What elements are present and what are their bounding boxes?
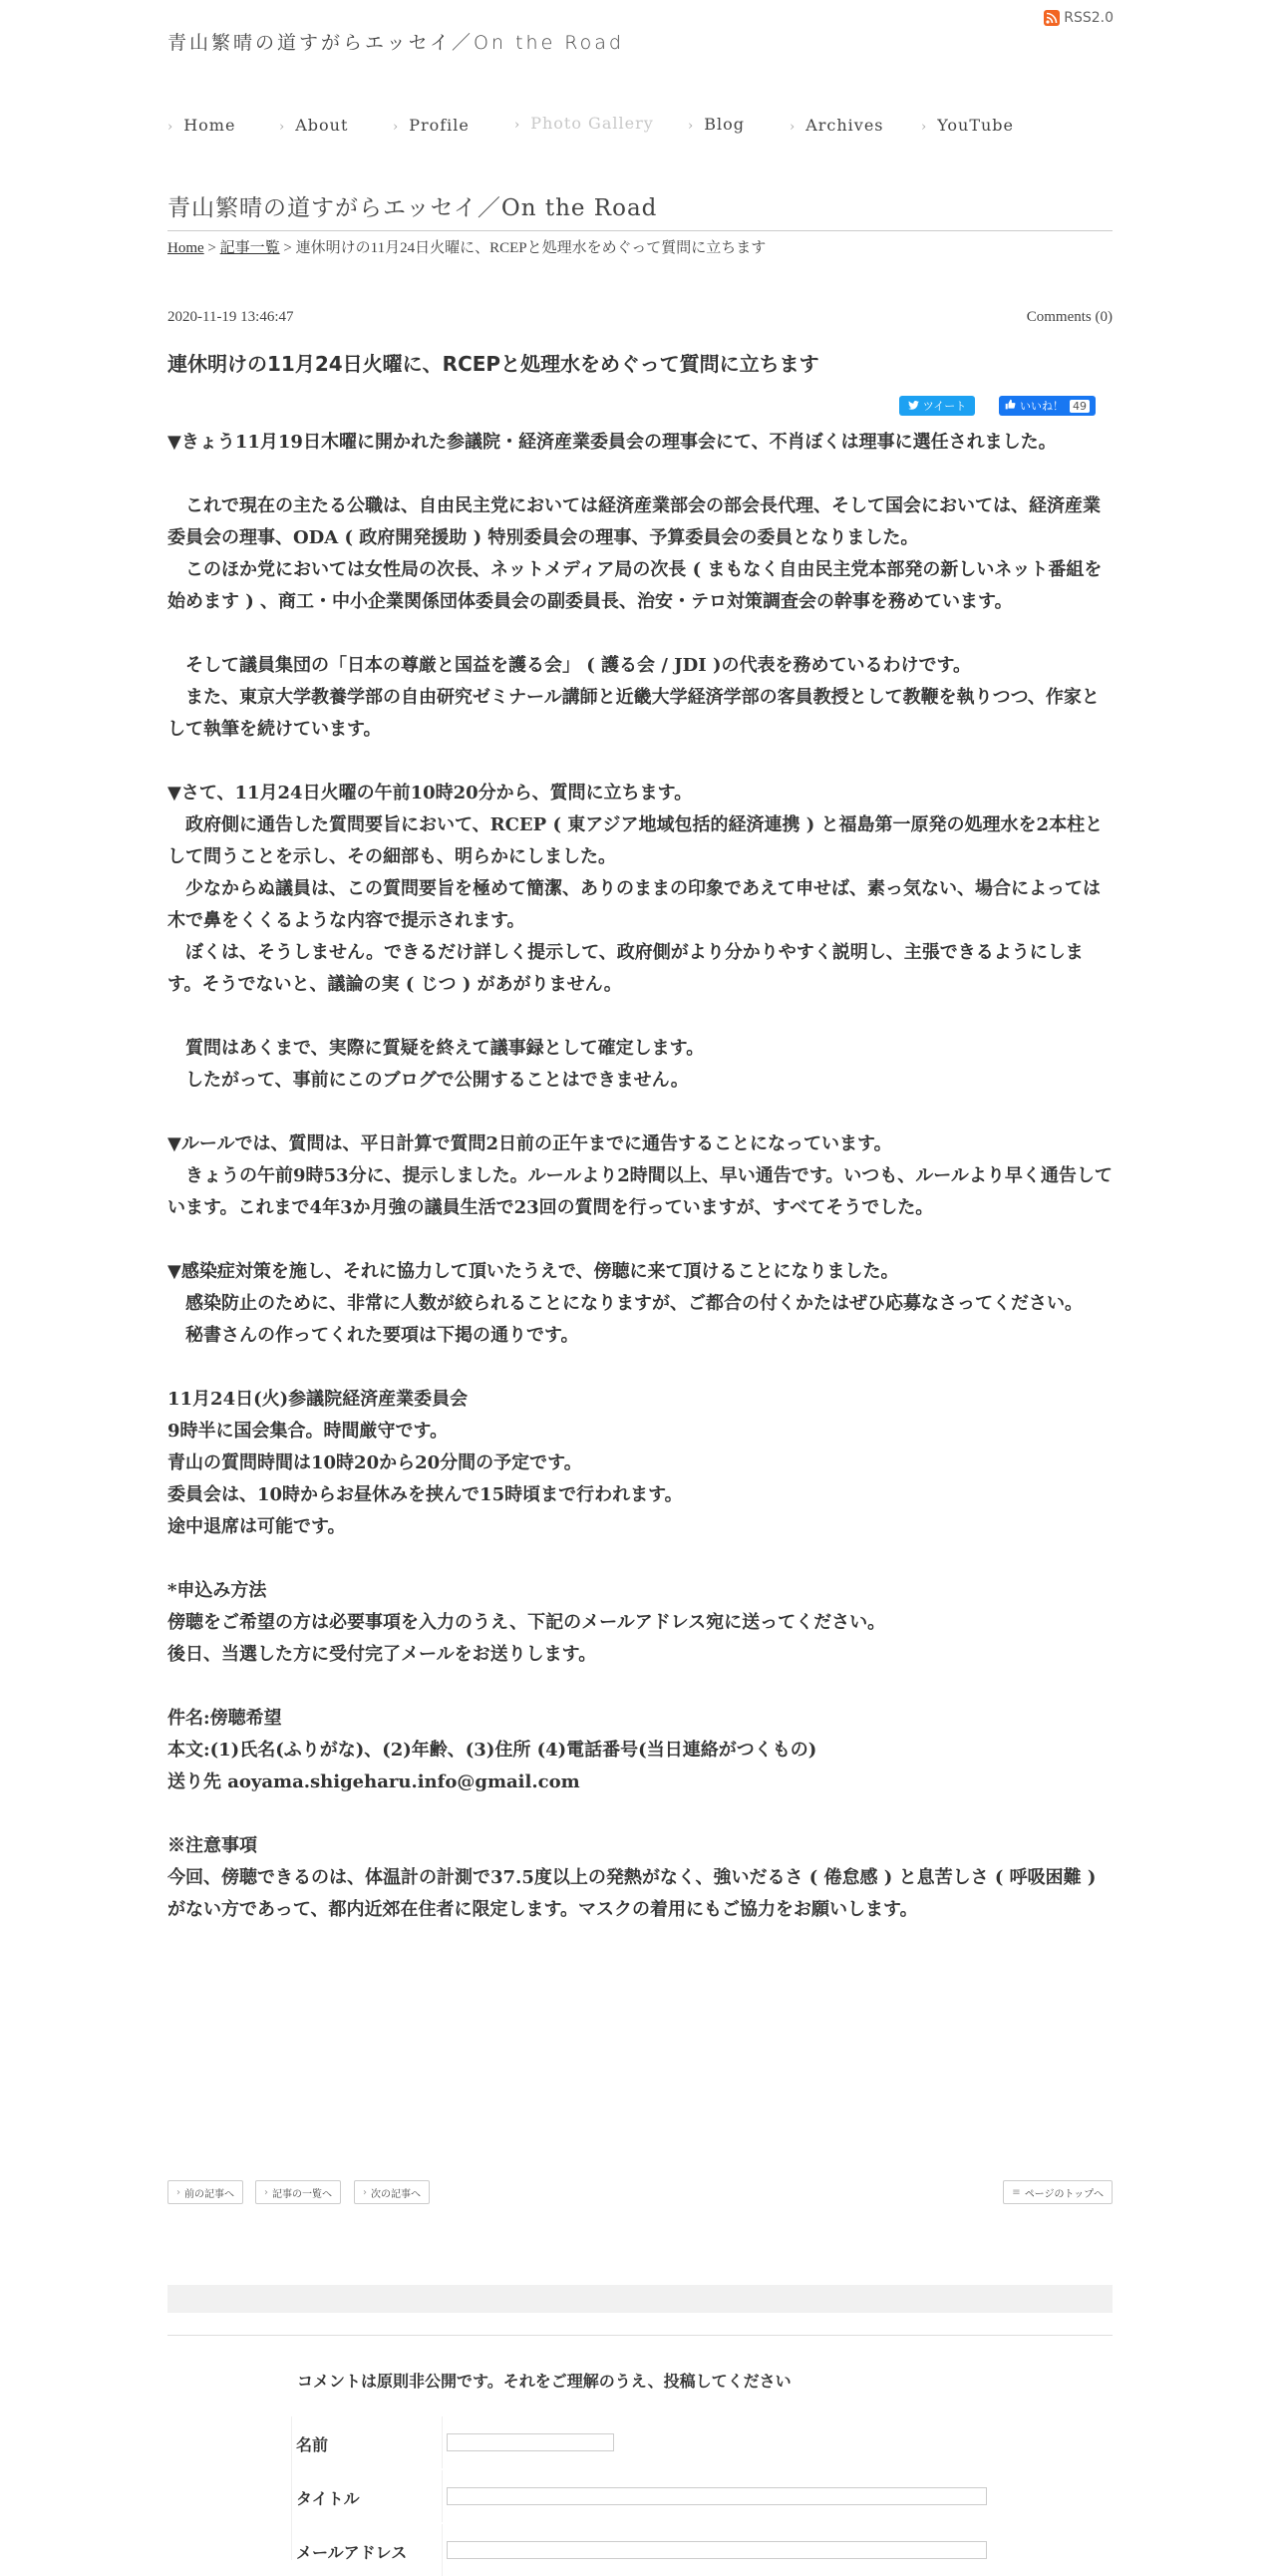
thumbs-up-icon (1005, 399, 1016, 413)
body-paragraph (167, 1671, 1113, 1703)
next-entry-label: 次の記事へ (371, 2188, 421, 2200)
chevron-right-icon: › (688, 119, 695, 134)
main-nav (160, 116, 1136, 146)
divider (442, 2470, 443, 2522)
site-title[interactable]: 青山繁晴の道すがらエッセイ／On the Road (167, 32, 624, 54)
body-paragraph: 途中退席は可能です。 (167, 1516, 346, 1537)
nav-label: YouTube (937, 116, 1014, 135)
body-paragraph (167, 459, 1113, 490)
body-paragraph (167, 618, 1113, 650)
breadcrumb-separator: > (283, 240, 292, 256)
chevron-right-icon: › (279, 120, 286, 135)
body-paragraph: 後日、当選した方に受付完了メールをお送りします。 (167, 1644, 597, 1665)
chevron-right-icon: › (167, 120, 174, 135)
nav-label: Photo Gallery (530, 114, 654, 133)
body-paragraph: したがって、事前にこのブログで公開することはできません。 (167, 1070, 689, 1091)
body-paragraph: そして議員集団の「日本の尊厳と国益を護る会」 ( 護る会 / JDI )の代表を務めているわけです。 (167, 655, 972, 676)
body-paragraph: また、東京大学教養学部の自由研究ゼミナール講師と近畿大学経済学部の客員教授として教鞭を執りつつ、作家として執筆を続けています。 (167, 687, 1100, 740)
body-paragraph: 11月24日(火)参議院経済産業委員会 (167, 1389, 469, 1410)
body-paragraph: 件名:傍聴希望 (167, 1708, 282, 1729)
body-paragraph (167, 1097, 1113, 1128)
tweet-button[interactable] (899, 396, 975, 416)
divider (442, 2524, 443, 2576)
breadcrumb (167, 236, 766, 257)
page-title: 青山繁晴の道すがらエッセイ／On the Road (167, 189, 1113, 231)
nav-item-youtube[interactable] (921, 116, 1014, 135)
body-paragraph (167, 1352, 1113, 1384)
breadcrumb-separator: > (207, 240, 216, 256)
like-button[interactable] (999, 396, 1096, 416)
chevron-right-icon: › (176, 2186, 180, 2198)
body-paragraph: ▼ルールでは、質問は、平日計算で質問2日前の正午までに通告することになっています。 (167, 1133, 892, 1154)
body-paragraph: 感染防止のために、非常に人数が絞られることになりますが、ご都合の付くかたはぜひ応募なさってください。 (167, 1293, 1083, 1314)
nav-item-home[interactable] (167, 116, 235, 135)
chevron-right-icon: › (363, 2186, 367, 2198)
chevron-right-icon: › (264, 2186, 268, 2198)
nav-label: Archives (805, 116, 884, 135)
breadcrumb-current: 連休明けの11月24日火曜に、RCEPと処理水をめぐって質問に立ちます (295, 240, 767, 256)
nav-label: Profile (409, 116, 470, 135)
chevron-right-icon: › (921, 120, 928, 135)
page-top-label: ページのトップへ (1024, 2188, 1104, 2200)
entry-list-label: 記事の一覧へ (272, 2188, 332, 2200)
comment-intro: コメントは原則非公開です。それをご理解のうえ、投稿してください (297, 2372, 792, 2391)
form-row-title (292, 2470, 1129, 2522)
nav-label: About (295, 116, 349, 135)
body-paragraph: 政府側に通告した質問要旨において、RCEP ( 東アジア地域包括的経済連携 ) と福島第一原発の処理水を2本柱として問うことを示し、その細部も、明らかにしました。 (167, 814, 1104, 867)
form-row-email (292, 2524, 1129, 2576)
body-paragraph (167, 1543, 1113, 1575)
form-row-name (292, 2416, 1129, 2468)
body-paragraph (167, 746, 1113, 778)
body-paragraph: これで現在の主たる公職は、自由民主党においては経済産業部会の部会長代理、そして国会においては、経済産業委員会の理事、ODA ( 政府開発援助 ) 特別委員会の理事、予算委員会の委員となりました。 (167, 495, 1101, 548)
breadcrumb-home-link[interactable]: Home (167, 240, 204, 256)
breadcrumb-list-link[interactable]: 記事一覧 (219, 240, 280, 256)
body-paragraph: 質問はあくまで、実際に質疑を終えて議事録として確定します。 (167, 1038, 705, 1059)
name-label: 名前 (296, 2435, 329, 2454)
title-input[interactable] (447, 2487, 987, 2505)
body-paragraph: このほか党においては女性局の次長、ネットメディア局の次長 ( まもなく自由民主党本部発の新しいネット番組を始めます ) 、商工・中小企業関係団体委員会の副委員長、治安・テロ対策調査会の幹事を務めています。 (167, 559, 1103, 612)
name-input[interactable] (447, 2433, 614, 2451)
divider (167, 2335, 1113, 2336)
body-paragraph: ※注意事項 (167, 1835, 257, 1856)
rss-icon (1044, 10, 1060, 26)
menu-lines-icon: ≡ (1012, 2186, 1021, 2198)
page-top-button[interactable] (1003, 2180, 1113, 2204)
body-paragraph (167, 1001, 1113, 1033)
body-paragraph: 傍聴をご希望の方は必要事項を入力のうえ、下記のメールアドレス宛に送ってください。 (167, 1612, 886, 1633)
body-paragraph: 本文:(1)氏名(ふりがな)、(2)年齢、(3)住所 (4)電話番号(当日連絡がつくもの) (167, 1740, 817, 1761)
email-label: メールアドレス (296, 2543, 408, 2562)
comments-link[interactable]: Comments (0) (1026, 309, 1113, 325)
body-paragraph: ▼感染症対策を施し、それに協力して頂いたうえで、傍聴に来て頂けることになりました。 (167, 1261, 899, 1282)
body-paragraph: 9時半に国会集合。時間厳守です。 (167, 1421, 449, 1442)
like-label: いいね！ (1020, 400, 1064, 413)
tweet-label: ツイート (922, 400, 967, 413)
divider (442, 2416, 443, 2468)
nav-item-blog[interactable] (688, 115, 745, 134)
nav-label: Blog (704, 115, 745, 134)
chevron-right-icon: › (514, 118, 521, 133)
body-paragraph: きょうの午前9時53分に、提示しました。ルールより2時間以上、早い通告です。いつも、ルールより早く通告しています。これまで4年3か月強の議員生活で23回の質問を行っていますが、すべてそうでした。 (167, 1165, 1113, 1218)
rss-link[interactable] (1044, 10, 1114, 26)
entry-title: 連休明けの11月24日火曜に、RCEPと処理水をめぐって質問に立ちます (167, 352, 819, 376)
body-paragraph (167, 1798, 1113, 1830)
body-paragraph: 秘書さんの作ってくれた要項は下掲の通りです。 (167, 1325, 579, 1346)
body-paragraph (167, 1224, 1113, 1256)
email-input[interactable] (447, 2541, 987, 2559)
entry-date: 2020-11-19 13:46:47 (167, 309, 294, 325)
chevron-right-icon: › (393, 120, 400, 135)
body-paragraph: 青山の質問時間は10時20から20分間の予定です。 (167, 1452, 582, 1473)
body-paragraph: 少なからぬ議員は、この質問要旨を極めて簡潔、ありのままの印象であえて申せば、素っ気ない、場合によっては木で鼻をくくるような内容で提示されます。 (167, 878, 1101, 931)
next-entry-button[interactable] (354, 2180, 430, 2204)
body-paragraph: 今回、傍聴できるのは、体温計の計測で37.5度以上の発熱がなく、強いだるさ ( 倦怠感 ) と息苦しさ ( 呼吸困難 ) がない方であって、都内近郊在住者に限定します。マスクの着用にもご協力をお願いします。 (167, 1867, 1103, 1920)
nav-item-archives[interactable] (790, 116, 884, 135)
entry-body (167, 427, 1113, 1926)
body-paragraph: ぼくは、そうしません。できるだけ詳しく提示して、政府側がより分かりやすく説明し、主張できるようにします。そうでないと、議論の実 ( じつ ) があがりません。 (167, 942, 1084, 995)
comments-bar (167, 2285, 1113, 2313)
prev-entry-label: 前の記事へ (184, 2188, 234, 2200)
chevron-right-icon: › (790, 120, 797, 135)
body-paragraph: 送り先 aoyama.shigeharu.info@gmail.com (167, 1771, 580, 1792)
twitter-icon (908, 400, 919, 413)
nav-item-profile[interactable] (393, 116, 470, 135)
body-paragraph: ▼きょう11月19日木曜に開かれた参議院・経済産業委員会の理事会にて、不肖ぼくは理事に選任されました。 (167, 432, 1057, 453)
body-paragraph: 委員会は、10時からお昼休みを挟んで15時頃まで行われます。 (167, 1484, 683, 1505)
like-count: 49 (1070, 400, 1090, 413)
body-paragraph: ▼さて、11月24日火曜の午前10時20分から、質問に立ちます。 (167, 783, 693, 804)
body-paragraph: *申込み方法 (167, 1580, 267, 1601)
title-label: タイトル (296, 2489, 360, 2508)
nav-item-about[interactable] (279, 116, 348, 135)
nav-label: Home (183, 116, 236, 135)
nav-item-photo-gallery[interactable] (514, 114, 654, 133)
prev-entry-button[interactable] (167, 2180, 243, 2204)
rss-label: RSS2.0 (1064, 10, 1114, 26)
entry-list-button[interactable] (255, 2180, 341, 2204)
